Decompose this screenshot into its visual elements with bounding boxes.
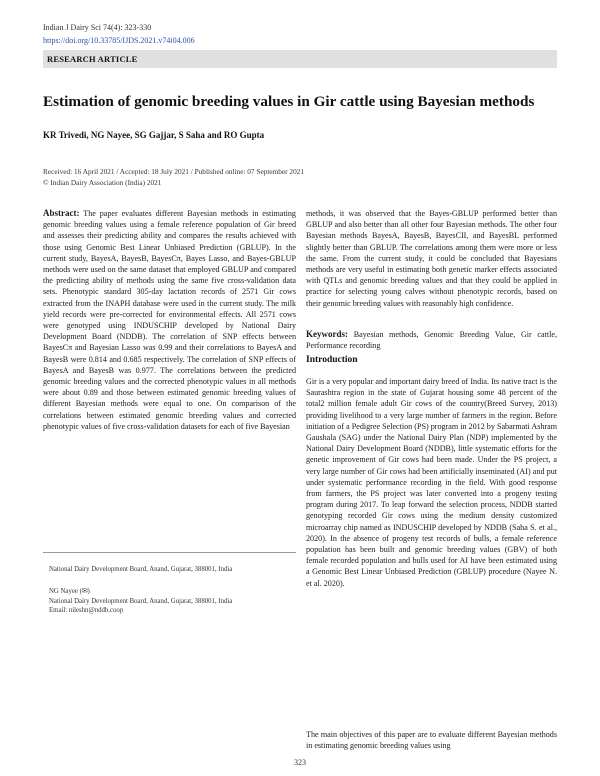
- author-list: KR Trivedi, NG Nayee, SG Gajjar, S Saha and RO Gupta: [43, 130, 265, 140]
- abstract-left-column: [43, 208, 296, 432]
- publication-dates: Received: 16 April 2021 / Accepted: 18 July 2021 / Published online: 07 September 2021: [43, 167, 305, 176]
- introduction-text-2: The main objectives of this paper are to evaluate different Bayesian methods in estimating genomic breeding values using: [306, 730, 557, 751]
- page-number: 323: [294, 758, 306, 767]
- abstract-right-column: [306, 208, 557, 309]
- abstract-text-right: methods, it was observed that the Bayes-GBLUP performed better than GBLUP and also better than all other four Bayesian methods. The other four Bayesian methods BayesA, BayesB, BayesCII, and BayesBL performed slightly better than GBLUP. The correlations among them were more or less the same. From the current study, it could be concluded that Bayesians methods are very useful in estimating both genetic marker effects associated with QTLs and genomic breeding values and that they could be applied in practice for selecting young calves without phenotypic records, based on their genomic breeding values with reasonably high confidence.: [306, 209, 557, 308]
- introduction-text-1: Gir is a very popular and important dairy breed of India. Its native tract is the Saurashtra region in the state of Gujarat housing some 48 percent of the total2 million female adult Gir cows of the country(Breed Survey, 2013) providing livelihood to a very large number of farmers in the region. Before initiation of a Pedigree Selection (PS) program in 2012 by Sabarmati Ashram Gaushala (SAG) under the National Dairy Plan (NDP) implemented by the National Dairy Development Board (NDDB), little systematic efforts for the genetic improvement of Gir cows had been made. Under the PS project, a very large number of Gir cows had been artificially inseminated (AI) and put under systematic performance recording in the field. With good response from farmers, the PS project was later converted into a progeny testing program during 2017. To leap forward the selection process, NDDB started genotyping recorded Gir cows using the medium density customized microarray chip named as INDUSCHIP developed by NDDB (Saha S. et al., 2020). In the absence of progeny test records of bulls, a female reference population has been built and genomic breeding values (GBV) of both female recorded population and bulls used for AI have been estimated using a Genomic Best Linear Unbiased Prediction (GBLUP) procedure (Nayee N. et al. 2020).: [306, 377, 557, 588]
- abstract-text-left: The paper evaluates different Bayesian methods in estimating genomic breeding values using a female reference population of Gir breed and assesses their predicting ability and compares the results achieved with those using Genomic Best Linear Unbiased Prediction (GBLUP). In the current study, BayesA, BayesB, BayesCπ, Bayes Lasso, and Bayes-GBLUP methods were used on the same dataset that employed GBLUP and compared the predicting ability of methods using the same five cross-validation data sets. Phenotypic standard 305-day lactation records of 2571 Gir cows extracted from the INAPH database were used in the current study. The milk yield records were pre-corrected for environmental effects. All 2571 cows were genotyped using INDUSCHIP developed by National Dairy Development Board (NDDB). The correlation of SNP effects between BayesCπ and Bayesian Lasso was 0.99 and their correlations to BayesA and BayesB were 0.814 and 0.685 respectively. The correlation of SNP effects of BayesA and BayesB was 0.977. The correlations between the predicted genomic breeding values and the corrected phenotypic values in all methods were about 0.89 and those between estimated genomic breeding values of different Bayesian methods were equal to one. On comparison of the correlations between estimated genomic breeding values and corrected phenotypic values of five cross-validation datasets for each of five Bayesian: [43, 209, 296, 431]
- paper-title: Estimation of genomic breeding values in Gir cattle using Bayesian methods: [43, 93, 535, 110]
- doi-link[interactable]: https://doi.org/10.33785/IJDS.2021.v74i04.006: [43, 36, 195, 45]
- keywords-text: Bayesian methods, Genomic Breeding Value, Gir cattle, Performance recording: [306, 330, 557, 351]
- article-type-label: RESEARCH ARTICLE: [47, 54, 138, 64]
- introduction-paragraph-2: [306, 729, 557, 751]
- footnote-divider: [43, 552, 296, 553]
- author-email[interactable]: Email: nileshn@nddb.coop: [49, 607, 124, 614]
- corresponding-author: NG Nayee (✉): [49, 588, 90, 595]
- introduction-heading: Introduction: [306, 355, 358, 365]
- introduction-paragraph-1: [306, 376, 557, 589]
- keywords-label: Keywords:: [306, 329, 348, 339]
- copyright-notice: © Indian Dairy Association (India) 2021: [43, 178, 162, 187]
- affiliation-2: National Dairy Development Board, Anand, Gujarat, 388001, India: [49, 598, 233, 605]
- affiliation-1: National Dairy Development Board, Anand, Gujarat, 388001, India: [49, 566, 233, 573]
- keywords-block: [306, 329, 557, 351]
- journal-citation: Indian J Dairy Sci 74(4): 323-330: [43, 23, 152, 32]
- abstract-label: Abstract:: [43, 208, 80, 218]
